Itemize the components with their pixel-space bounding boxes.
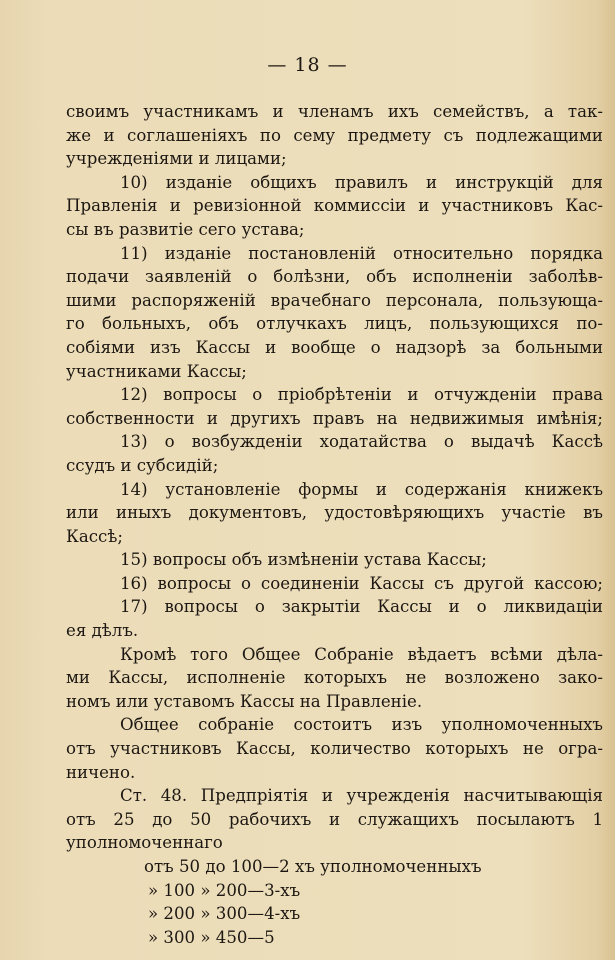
text-line: сы въ развитіе сего устава; [66,219,305,239]
text-line: учрежденіями и лицами; [66,149,287,169]
text-line: 12) вопросы о пріобрѣтеніи и отчужденіи права [120,385,603,405]
text-line: 17) вопросы о закрытіи Кассы и о ликвидаціи [120,597,603,617]
text-line: подачи заявленій о болѣзни, объ исполненіи заболѣв- [66,267,603,287]
text-line: » 200 » 300—4-хъ [148,904,301,924]
text-line: Кассѣ; [66,526,123,546]
text-line: Кромѣ того Общее Собраніе вѣдаетъ всѣми дѣла- [120,644,603,664]
text-line: номъ или уставомъ Кассы на Правленіе. [66,691,423,711]
text-line: собіями изъ Кассы и вообще о надзорѣ за больными [66,337,603,357]
text-line: Общее собраніе состоитъ изъ уполномоченныхъ [120,715,603,735]
text-line: шими распоряженій врачебнаго персонала, пользующа- [66,290,603,310]
text-line: своимъ участникамъ и членамъ ихъ семействъ, а так- [66,102,603,121]
text-line: ми Кассы, исполненіе которыхъ не возложено зако- [66,668,603,688]
text-line: ничено. [66,762,136,782]
text-line: 10) изданіе общихъ правилъ и инструкцій для [120,172,603,192]
text-line: 13) о возбужденіи ходатайства о выдачѣ Кассѣ [120,432,603,452]
text-line: го больныхъ, объ отлучкахъ лицъ, пользующихся по- [66,314,603,334]
text-line: » 100 » 200—3-хъ [148,880,301,900]
text-line: отъ 25 до 50 рабочихъ и служащихъ посылаютъ 1 [66,809,603,829]
text-line: Правленія и ревизіонной коммиссіи и участниковъ Кас- [66,196,603,216]
text-line: ея дѣлъ. [66,621,139,641]
text-line: Ст. 48. Предпріятія и учрежденія насчитывающія [120,786,603,806]
text-line: собственности и другихъ правъ на недвижимыя имѣнія; [66,408,603,428]
page-number: — 18 — [267,54,348,76]
text-line: или иныхъ документовъ, удостовѣряющихъ участіе въ [66,503,603,523]
text-line: » 300 » 450—5 [148,927,275,947]
text-line: отъ 50 до 100—2 хъ уполномоченныхъ [144,857,482,876]
text-line: 14) установленіе формы и содержанія книжекъ [120,479,603,499]
text-line: 11) изданіе постановленій относительно порядка [120,243,603,263]
text-line: ссудъ и субсидій; [66,455,219,475]
text-line: 16) вопросы о соединеніи Кассы съ другой кассою; [120,573,603,593]
text-line: 15) вопросы объ измѣненіи устава Кассы; [120,550,487,570]
text-line: отъ участниковъ Кассы, количество которыхъ не огра- [66,739,603,759]
text-line: же и соглашеніяхъ по сему предмету съ подлежащими [66,125,603,145]
body-text [66,100,603,949]
text-line: участниками Кассы; [66,361,247,381]
text-line: уполномоченнаго [66,833,223,853]
